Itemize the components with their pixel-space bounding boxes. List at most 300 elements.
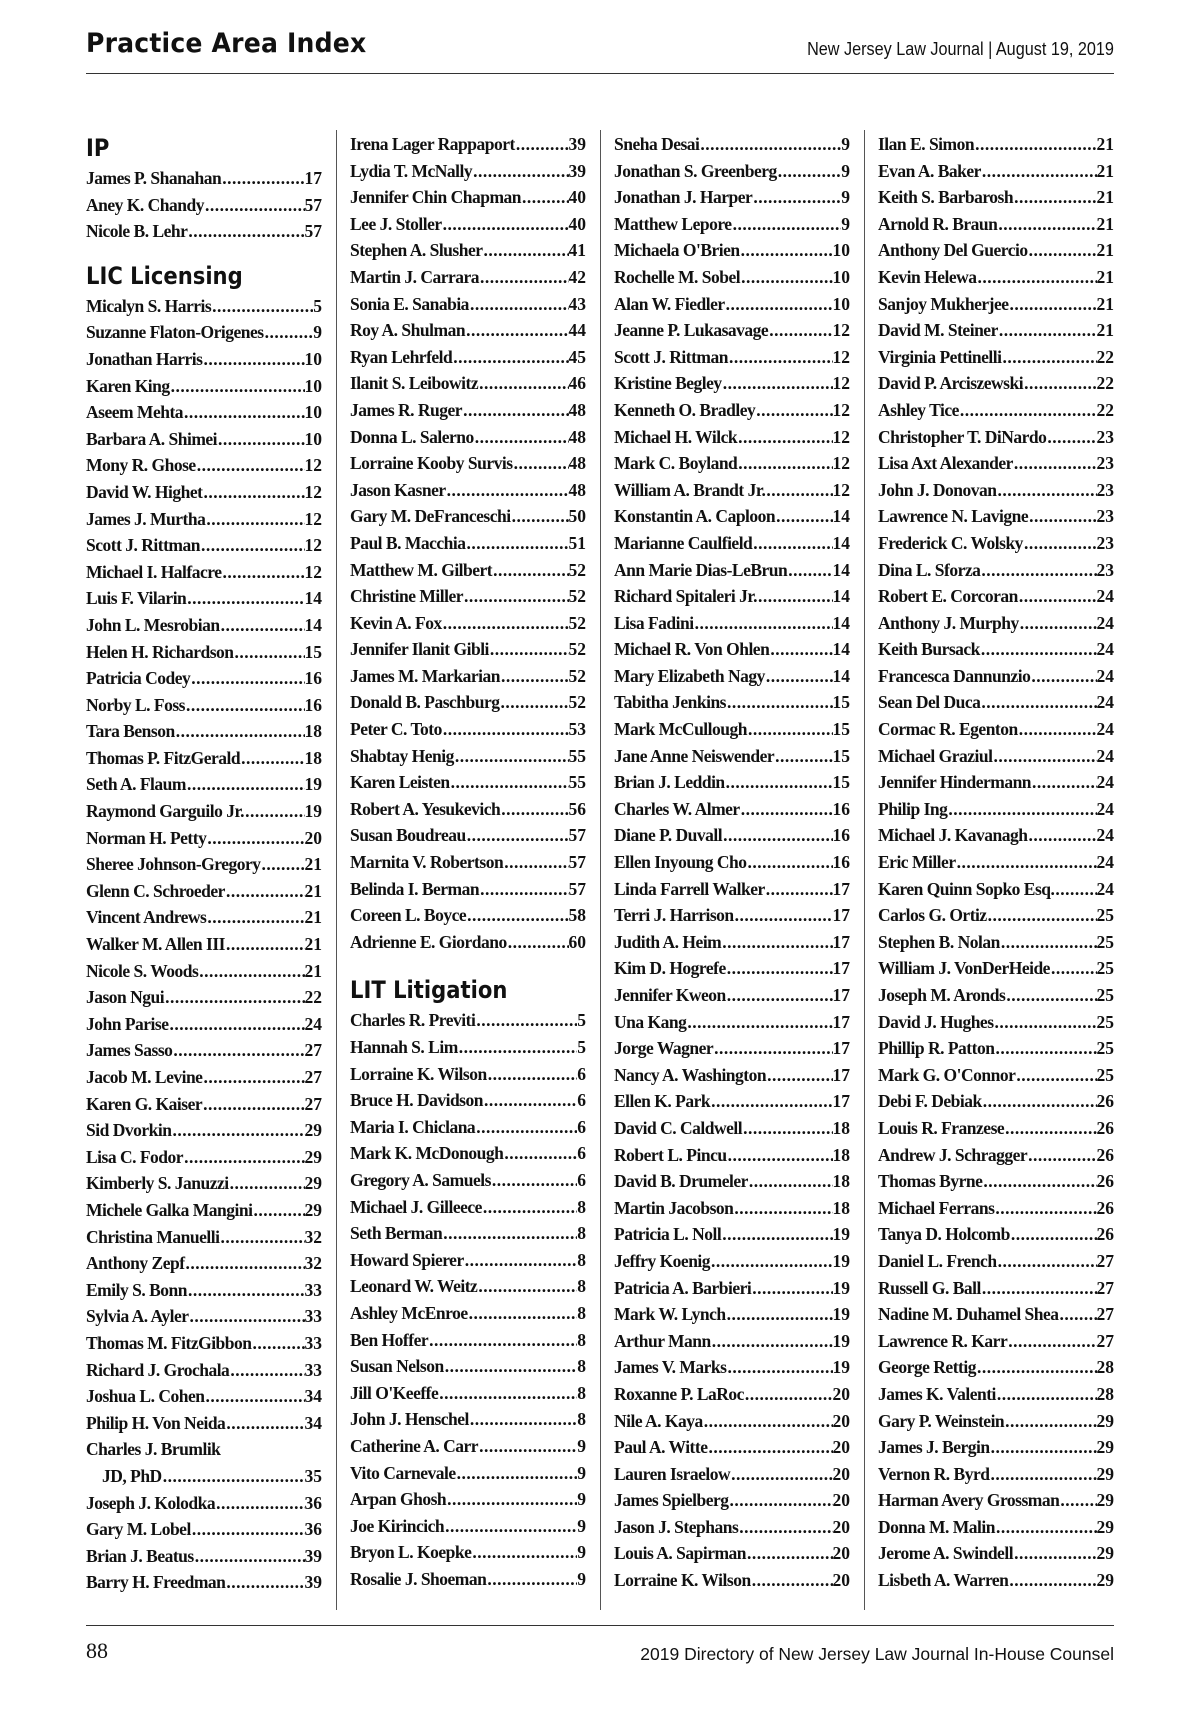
page-reference: 21 — [304, 880, 322, 901]
index-entry — [350, 929, 586, 956]
dot-leader — [225, 1410, 304, 1437]
index-entry — [350, 370, 586, 397]
index-entry — [614, 1221, 850, 1248]
index-entry — [614, 876, 850, 903]
index-entry — [614, 796, 850, 823]
attorney-name: Adrienne E. Giordano — [350, 931, 507, 952]
index-entry — [350, 1007, 586, 1034]
page-reference: 39 — [304, 1572, 322, 1593]
dot-leader — [206, 825, 304, 852]
directory-title: 2019 Directory of New Jersey Law Journal In-House Counsel — [640, 1644, 1114, 1664]
attorney-name: Frederick C. Wolsky — [878, 532, 1023, 553]
attorney-name: Thomas P. FitzGerald — [86, 747, 241, 768]
page-reference: 18 — [832, 1117, 850, 1138]
index-entry — [614, 131, 850, 158]
page-reference: 18 — [304, 747, 322, 768]
page-reference: 27 — [1096, 1304, 1114, 1325]
page-reference: 29 — [304, 1173, 322, 1194]
dot-leader — [458, 1034, 577, 1061]
dot-leader — [170, 373, 305, 400]
index-entry — [86, 1357, 322, 1384]
dot-leader — [722, 370, 833, 397]
dot-leader — [1031, 769, 1096, 796]
attorney-name: Michael J. Kavanagh — [878, 825, 1028, 846]
attorney-name: Brian J. Beatus — [86, 1545, 194, 1566]
dot-leader — [1018, 583, 1097, 610]
attorney-name: James J. Bergin — [878, 1437, 990, 1458]
index-entry — [614, 1487, 850, 1514]
index-entry — [878, 1487, 1114, 1514]
page-reference: 9 — [577, 1462, 586, 1483]
page-reference: 29 — [1096, 1410, 1114, 1431]
index-entry — [86, 1224, 322, 1251]
page-reference: 6 — [577, 1116, 586, 1137]
attorney-name: Michele Galka Mangini — [86, 1199, 253, 1220]
dot-leader — [994, 1035, 1096, 1062]
attorney-name: Jacob M. Levine — [86, 1067, 203, 1087]
dot-leader — [446, 1486, 577, 1513]
dot-leader — [713, 1035, 832, 1062]
attorney-name: David W. Highet — [86, 481, 203, 502]
page-reference: 17 — [832, 1011, 850, 1032]
attorney-name: Nicole B. Lehr — [86, 221, 188, 242]
attorney-name: Patricia A. Barbieri — [614, 1277, 752, 1298]
attorney-name: Hannah S. Lim — [350, 1037, 458, 1057]
dot-leader — [748, 1168, 833, 1195]
page-reference: 28 — [1096, 1383, 1114, 1404]
dot-leader — [956, 849, 1097, 876]
page-reference: 5 — [313, 295, 322, 316]
index-entry — [350, 1140, 586, 1167]
attorney-name: John L. Mesrobian — [86, 614, 220, 635]
index-entry — [614, 955, 850, 982]
page-reference: 29 — [304, 1199, 322, 1220]
attorney-name: Jason Kasner — [350, 479, 446, 500]
index-entry — [878, 982, 1114, 1009]
dot-leader — [492, 557, 568, 584]
index-entry — [350, 503, 586, 530]
attorney-name: James M. Markarian — [350, 665, 500, 686]
dot-leader — [202, 1091, 304, 1118]
index-entry — [86, 718, 322, 745]
index-entry — [878, 557, 1114, 584]
index-entry — [86, 851, 322, 878]
page-reference: 8 — [577, 1409, 586, 1430]
index-entry — [878, 424, 1114, 451]
dot-leader — [996, 1381, 1097, 1408]
attorney-name: Ashley Tice — [878, 399, 959, 420]
index-entry — [350, 450, 586, 477]
index-entry — [86, 1277, 322, 1304]
dot-leader — [503, 1140, 577, 1167]
index-entry — [86, 1197, 322, 1224]
index-entry — [350, 211, 586, 238]
attorney-name: Matthew M. Gilbert — [350, 559, 493, 580]
dot-leader — [747, 716, 833, 743]
dot-leader — [225, 1569, 304, 1596]
page-reference: 40 — [568, 213, 586, 234]
index-entry — [86, 1064, 322, 1091]
page-reference: 6 — [577, 1169, 586, 1190]
page-reference: 14 — [304, 614, 322, 635]
dot-leader — [482, 1194, 577, 1221]
page-reference: 12 — [304, 455, 322, 476]
index-entry — [614, 1088, 850, 1115]
dot-leader — [757, 583, 833, 610]
attorney-name: Linda Farrell Walker — [614, 878, 765, 899]
attorney-name: James Sasso — [86, 1040, 173, 1061]
index-entry — [350, 1247, 586, 1274]
index-entry — [350, 1539, 586, 1566]
dot-leader — [729, 1487, 833, 1514]
dot-leader — [1004, 1408, 1096, 1435]
dot-leader — [765, 663, 833, 690]
attorney-name: Susan Nelson — [350, 1356, 444, 1377]
attorney-name: Tabitha Jenkins — [614, 692, 726, 713]
page-reference: 25 — [1096, 905, 1114, 926]
page-reference: 9 — [577, 1435, 586, 1456]
index-entry — [878, 211, 1114, 238]
attorney-name: Helen H. Richardson — [86, 641, 234, 662]
attorney-name: Ilanit S. Leibowitz — [350, 373, 479, 394]
attorney-name: Rochelle M. Sobel — [614, 266, 741, 287]
index-entry — [350, 264, 586, 291]
attorney-name: Sanjoy Mukherjee — [878, 293, 1009, 314]
dot-leader — [471, 1539, 577, 1566]
dot-leader — [261, 851, 305, 878]
attorney-name: Coreen L. Boyce — [350, 905, 467, 926]
dot-leader — [1007, 1328, 1096, 1355]
dot-leader — [196, 452, 305, 479]
index-entry — [86, 798, 322, 825]
attorney-name: Tanya D. Holcomb — [878, 1224, 1010, 1245]
attorney-name: David M. Steiner — [878, 320, 998, 341]
page-reference: 12 — [832, 373, 850, 394]
page-reference: 33 — [304, 1332, 322, 1353]
attorney-name: Seth A. Flaum — [86, 774, 186, 795]
page-reference: 9 — [577, 1489, 586, 1510]
attorney-name: Lorraine K. Wilson — [350, 1063, 487, 1084]
index-entry — [350, 477, 586, 504]
dot-leader — [515, 131, 569, 158]
attorney-name: Richard J. Grochala — [86, 1359, 230, 1380]
page-reference: 24 — [1096, 772, 1114, 793]
index-entry — [878, 955, 1114, 982]
page-reference: 12 — [832, 426, 850, 447]
dot-leader — [777, 158, 842, 185]
dot-leader — [1023, 370, 1096, 397]
index-entry — [878, 264, 1114, 291]
dot-leader — [169, 1011, 305, 1038]
index-entry — [878, 1088, 1114, 1115]
page-reference: 19 — [832, 1224, 850, 1245]
page-reference: 42 — [568, 266, 586, 287]
index-entry — [614, 503, 850, 530]
page-reference: 57 — [568, 825, 586, 846]
index-entry — [878, 1248, 1114, 1275]
index-entry — [878, 370, 1114, 397]
page-reference: 32 — [304, 1253, 322, 1274]
index-entry — [878, 1540, 1114, 1567]
index-entry — [86, 1516, 322, 1543]
attorney-name: Keith Bursack — [878, 639, 980, 660]
index-entry — [614, 902, 850, 929]
index-entry — [614, 477, 850, 504]
attorney-name: Nancy A. Washington — [614, 1064, 767, 1085]
attorney-name: Christopher T. DiNardo — [878, 426, 1047, 447]
dot-leader — [751, 1275, 832, 1302]
dot-leader — [465, 317, 568, 344]
section-spacer — [350, 955, 586, 973]
page-reference: 23 — [1096, 479, 1114, 500]
dot-leader — [204, 192, 305, 219]
attorney-name: Lee J. Stoller — [350, 213, 442, 234]
index-entry — [350, 1406, 586, 1433]
attorney-name: Joe Kirincich — [350, 1515, 445, 1536]
page-reference: 5 — [577, 1010, 586, 1031]
dot-leader — [755, 397, 832, 424]
index-entry — [350, 1167, 586, 1194]
attorney-name: Charles W. Almer — [614, 798, 740, 819]
dot-leader — [511, 503, 569, 530]
attorney-name: Philip Ing — [878, 798, 948, 819]
index-entry — [86, 771, 322, 798]
dot-leader — [738, 1514, 832, 1541]
index-entry — [86, 1091, 322, 1118]
index-entry — [350, 237, 586, 264]
attorney-name: Karen King — [86, 375, 170, 396]
attorney-name: Arnold R. Braun — [878, 213, 998, 234]
dot-leader — [500, 796, 568, 823]
index-entry — [86, 639, 322, 666]
dot-leader — [446, 477, 569, 504]
index-entry — [614, 370, 850, 397]
dot-leader — [500, 663, 569, 690]
dot-leader — [442, 211, 569, 238]
attorney-name: Andrew J. Schragger — [878, 1144, 1028, 1165]
dot-leader — [186, 585, 304, 612]
dot-leader — [450, 769, 569, 796]
index-entry — [614, 929, 850, 956]
page-reference: 55 — [568, 745, 586, 766]
attorney-name: Bruce H. Davidson — [350, 1090, 483, 1111]
publication-info: New Jersey Law Journal | August 19, 2019 — [807, 39, 1114, 59]
index-entry — [614, 1195, 850, 1222]
dot-leader — [183, 399, 304, 426]
dot-leader — [240, 745, 304, 772]
dot-leader — [203, 479, 305, 506]
page-reference: 14 — [832, 665, 850, 686]
attorney-name: Mark G. O'Connor — [878, 1064, 1016, 1085]
dot-leader — [491, 1167, 577, 1194]
index-entry — [350, 1273, 586, 1300]
index-entry — [614, 636, 850, 663]
attorney-name: Ryan Lehrfeld — [350, 346, 453, 367]
dot-leader — [466, 902, 568, 929]
dot-leader — [1023, 530, 1097, 557]
index-column-3 — [614, 131, 850, 1594]
dot-leader — [185, 692, 305, 719]
index-entry — [86, 612, 322, 639]
page-reference: 21 — [1096, 187, 1114, 208]
index-entry — [350, 530, 586, 557]
page-reference: 14 — [832, 559, 850, 580]
index-entry — [86, 373, 322, 400]
attorney-name: Patricia L. Noll — [614, 1224, 722, 1245]
index-entry — [86, 319, 322, 346]
page-reference: 10 — [304, 428, 322, 449]
attorney-name: Vito Carnevale — [350, 1462, 456, 1483]
attorney-name: Stephen A. Slusher — [350, 240, 483, 261]
attorney-name: William A. Brandt Jr. — [614, 479, 766, 500]
dot-leader — [993, 743, 1097, 770]
dot-leader — [464, 1247, 578, 1274]
page-reference: 14 — [832, 532, 850, 553]
dot-leader — [442, 1220, 577, 1247]
attorney-name: James K. Valenti — [878, 1383, 996, 1404]
page-reference: 12 — [832, 479, 850, 500]
dot-leader — [444, 1353, 578, 1380]
index-entry — [350, 344, 586, 371]
attorney-name: Matthew Lepore — [614, 213, 732, 234]
page-reference: 15 — [832, 692, 850, 713]
dot-leader — [1054, 876, 1096, 903]
index-entry — [614, 450, 850, 477]
index-entry — [350, 317, 586, 344]
dot-leader — [465, 530, 568, 557]
index-entry — [350, 1061, 586, 1088]
index-entry — [86, 1543, 322, 1570]
attorney-name: Gary M. DeFranceschi — [350, 506, 511, 527]
index-entry — [86, 665, 322, 692]
dot-leader — [726, 955, 833, 982]
page-reference: 17 — [832, 878, 850, 899]
page-reference: 50 — [568, 506, 586, 527]
index-entry — [86, 293, 322, 320]
index-entry — [878, 636, 1114, 663]
page-reference: 22 — [304, 987, 322, 1008]
index-entry — [86, 1303, 322, 1330]
attorney-name: Kenneth O. Bradley — [614, 399, 756, 420]
page-reference: 15 — [832, 719, 850, 740]
page-reference: 22 — [1096, 373, 1114, 394]
page-reference: 21 — [1096, 134, 1114, 154]
attorney-name: John Parise — [86, 1013, 169, 1034]
dot-leader — [1059, 1487, 1096, 1514]
dot-leader — [994, 1009, 1097, 1036]
attorney-name: John J. Henschel — [350, 1409, 469, 1430]
dot-leader — [507, 929, 569, 956]
index-entry — [614, 849, 850, 876]
dot-leader — [740, 237, 833, 264]
attorney-name: Ashley McEnroe — [350, 1302, 468, 1323]
dot-leader — [737, 450, 832, 477]
attorney-name: Jonathan S. Greenberg — [614, 160, 777, 181]
dot-leader — [726, 1301, 833, 1328]
attorney-name: Lisbeth A. Warren — [878, 1570, 1009, 1591]
attorney-name: Arpan Ghosh — [350, 1489, 447, 1510]
dot-leader — [477, 1273, 577, 1300]
index-entry — [614, 264, 850, 291]
page-reference: 25 — [1096, 931, 1114, 952]
attorney-name: Norby L. Foss — [86, 694, 185, 715]
dot-leader — [1013, 184, 1096, 211]
dot-leader — [995, 1514, 1097, 1541]
index-entry — [86, 1436, 322, 1463]
page-reference: 18 — [832, 1144, 850, 1165]
page-reference: 12 — [832, 320, 850, 341]
index-entry — [86, 426, 322, 453]
dot-leader — [162, 1463, 305, 1490]
attorney-name: Nile A. Kaya — [614, 1410, 703, 1431]
page-reference: 16 — [832, 798, 850, 819]
index-entry — [350, 1034, 586, 1061]
index-entry — [350, 131, 586, 158]
page-reference: 24 — [1096, 586, 1114, 607]
attorney-name: Micalyn S. Harris — [86, 295, 212, 316]
page-reference: 14 — [832, 612, 850, 633]
attorney-name: Peter C. Toto — [350, 719, 442, 740]
page-reference: 17 — [832, 985, 850, 1005]
page-reference: 10 — [832, 240, 850, 261]
index-entry — [878, 1009, 1114, 1036]
dot-leader — [1009, 291, 1097, 318]
page-reference: 18 — [832, 1171, 850, 1192]
index-entry — [350, 663, 586, 690]
attorney-name: Joseph J. Kolodka — [86, 1492, 216, 1513]
index-entry — [86, 1011, 322, 1038]
page-reference: 39 — [568, 160, 586, 181]
attorney-name: Marianne Caulfield — [614, 532, 753, 553]
attorney-name: Philip H. Von Neida — [86, 1412, 226, 1433]
index-entry — [614, 1381, 850, 1408]
dot-leader — [1015, 1062, 1096, 1089]
attorney-name: Roxanne P. LaRoc — [614, 1383, 744, 1404]
page-reference: 56 — [568, 798, 586, 819]
attorney-name: Barbara A. Shimei — [86, 428, 218, 449]
index-entry — [878, 1115, 1114, 1142]
index-entry — [878, 689, 1114, 716]
attorney-name: Jorge Wagner — [614, 1038, 714, 1059]
dot-leader — [998, 317, 1097, 344]
page-reference: 23 — [1096, 506, 1114, 527]
dot-leader — [730, 1461, 832, 1488]
index-entry — [86, 1117, 322, 1144]
index-entry — [350, 291, 586, 318]
index-entry — [350, 1380, 586, 1407]
dot-leader — [164, 984, 304, 1011]
page-reference: 21 — [1096, 320, 1114, 341]
page-reference: 24 — [1096, 719, 1114, 740]
index-entry — [614, 1328, 850, 1355]
attorney-name: Mark W. Lynch — [614, 1304, 726, 1325]
dot-leader — [726, 1354, 832, 1381]
dot-leader — [751, 1567, 833, 1594]
index-entry — [878, 796, 1114, 823]
attorney-name: Christine Miller — [350, 586, 464, 607]
dot-leader — [996, 477, 1096, 504]
attorney-name: Leonard W. Weitz — [350, 1276, 478, 1297]
page-reference: 32 — [304, 1226, 322, 1247]
attorney-name: Francesca Dannunzio — [878, 665, 1031, 686]
page-reference: 52 — [568, 612, 586, 633]
page-reference: 20 — [832, 1543, 850, 1564]
index-entry — [350, 689, 586, 716]
page-reference: 21 — [304, 907, 322, 928]
page-reference: 8 — [577, 1329, 586, 1350]
page-reference: 9 — [313, 322, 322, 343]
index-column-4 — [878, 131, 1114, 1594]
